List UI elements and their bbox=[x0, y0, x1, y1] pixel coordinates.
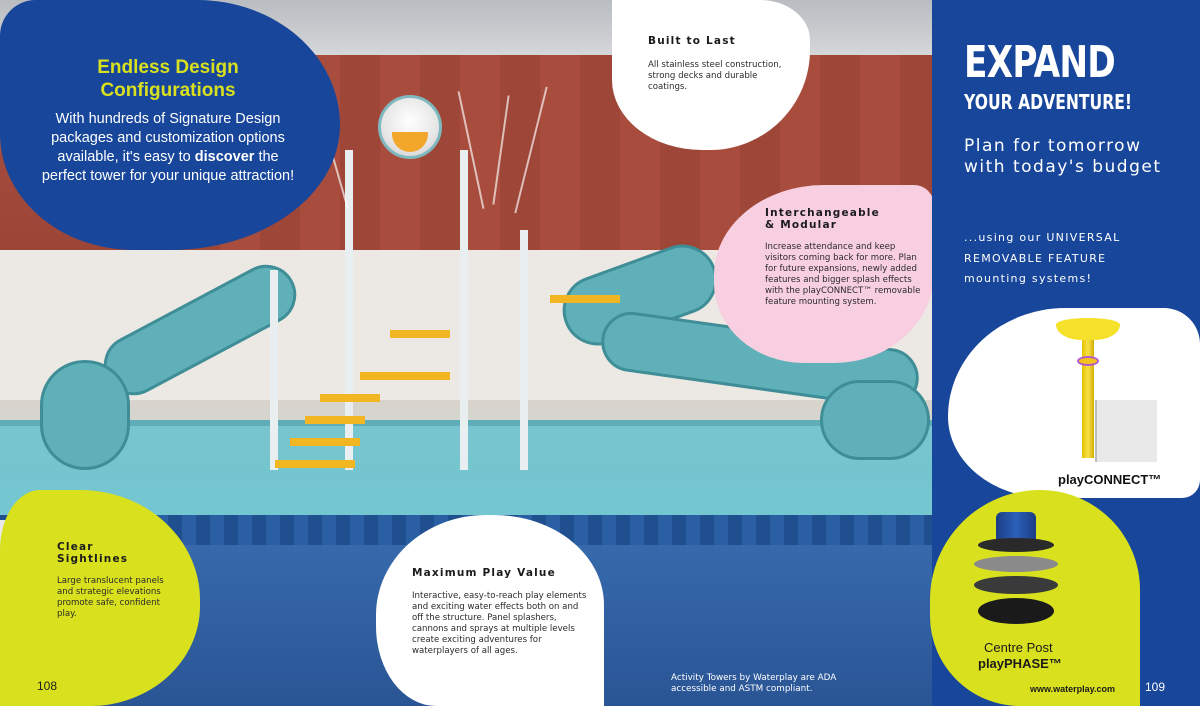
slide-left-exit bbox=[40, 360, 130, 470]
tower-post bbox=[270, 270, 278, 470]
stair-step bbox=[305, 416, 365, 424]
play-value-body: Interactive, easy-to-reach play elements and exciting water effects both on and off the structure. Panel splashers, cannons and sprays at multiple levels create exciting adventures for waterplayers of all ages. bbox=[412, 591, 587, 656]
interchangeable-title bbox=[765, 207, 905, 231]
sightlines-title-line: Clear bbox=[57, 541, 94, 553]
interchangeable-title-line: Interchangeable bbox=[765, 207, 880, 219]
design-title-line: Endless Design bbox=[97, 57, 239, 78]
playconnect-label: playCONNECT™ bbox=[1058, 472, 1162, 487]
stair-step bbox=[290, 438, 360, 446]
plan-subtext: ...using our UNIVERSAL REMOVABLE FEATURE mounting systems! bbox=[964, 231, 1121, 285]
stair-step bbox=[390, 330, 450, 338]
design-body-text: the perfect tower for your unique attraction! bbox=[41, 149, 295, 184]
sightlines-title bbox=[57, 541, 157, 565]
design-body-emphasis: discover bbox=[194, 149, 255, 165]
headline-adventure: YOUR ADVENTURE! bbox=[964, 90, 1133, 114]
stair-step bbox=[550, 295, 620, 303]
stair-step bbox=[275, 460, 355, 468]
sightlines-body: Large translucent panels and strategic elevations promote safe, confident play. bbox=[57, 576, 164, 619]
plan-text: Plan for tomorrow with today's budget bbox=[964, 136, 1162, 177]
built-title: Built to Last bbox=[648, 35, 736, 47]
sightlines-title-line: Sightlines bbox=[57, 553, 129, 565]
design-body bbox=[40, 110, 296, 186]
interchangeable-body: Increase attendance and keep visitors coming back for more. Plan for future expansions, newly added features and bigger splash effects with the playCONNECT™ removable feature mounting system. bbox=[765, 242, 921, 307]
playphase-plate bbox=[974, 556, 1058, 572]
tower-post bbox=[460, 150, 468, 470]
playphase-flange bbox=[978, 538, 1054, 552]
playphase-plate bbox=[974, 576, 1058, 594]
stair-step bbox=[320, 394, 380, 402]
website-link[interactable]: www.waterplay.com bbox=[1030, 684, 1116, 694]
tower-post bbox=[520, 230, 528, 470]
playphase-base bbox=[978, 598, 1054, 624]
design-title-line: Configurations bbox=[100, 80, 236, 101]
page-number-left: 108 bbox=[37, 679, 58, 693]
design-title bbox=[58, 56, 278, 102]
playphase-label: playPHASE™ bbox=[978, 656, 1062, 671]
interchangeable-title-line: & Modular bbox=[765, 219, 838, 231]
playconnect-ring bbox=[1077, 356, 1099, 366]
built-body: All stainless steel construction, strong decks and durable coatings. bbox=[648, 60, 782, 92]
play-value-title: Maximum Play Value bbox=[412, 567, 556, 579]
ada-note: Activity Towers by Waterplay are ADA accessible and ASTM compliant. bbox=[671, 673, 837, 694]
playphase-caption: Centre Post bbox=[984, 640, 1053, 655]
slide-right-exit bbox=[820, 380, 930, 460]
stair-step bbox=[360, 372, 450, 380]
page-number-right: 109 bbox=[1145, 680, 1166, 694]
headline-expand: EXPAND bbox=[964, 37, 1116, 88]
playconnect-mount-plate bbox=[1095, 400, 1157, 462]
design-body-text: With hundreds of Signature Design packages and customization options available, it's easy to bbox=[51, 111, 285, 165]
